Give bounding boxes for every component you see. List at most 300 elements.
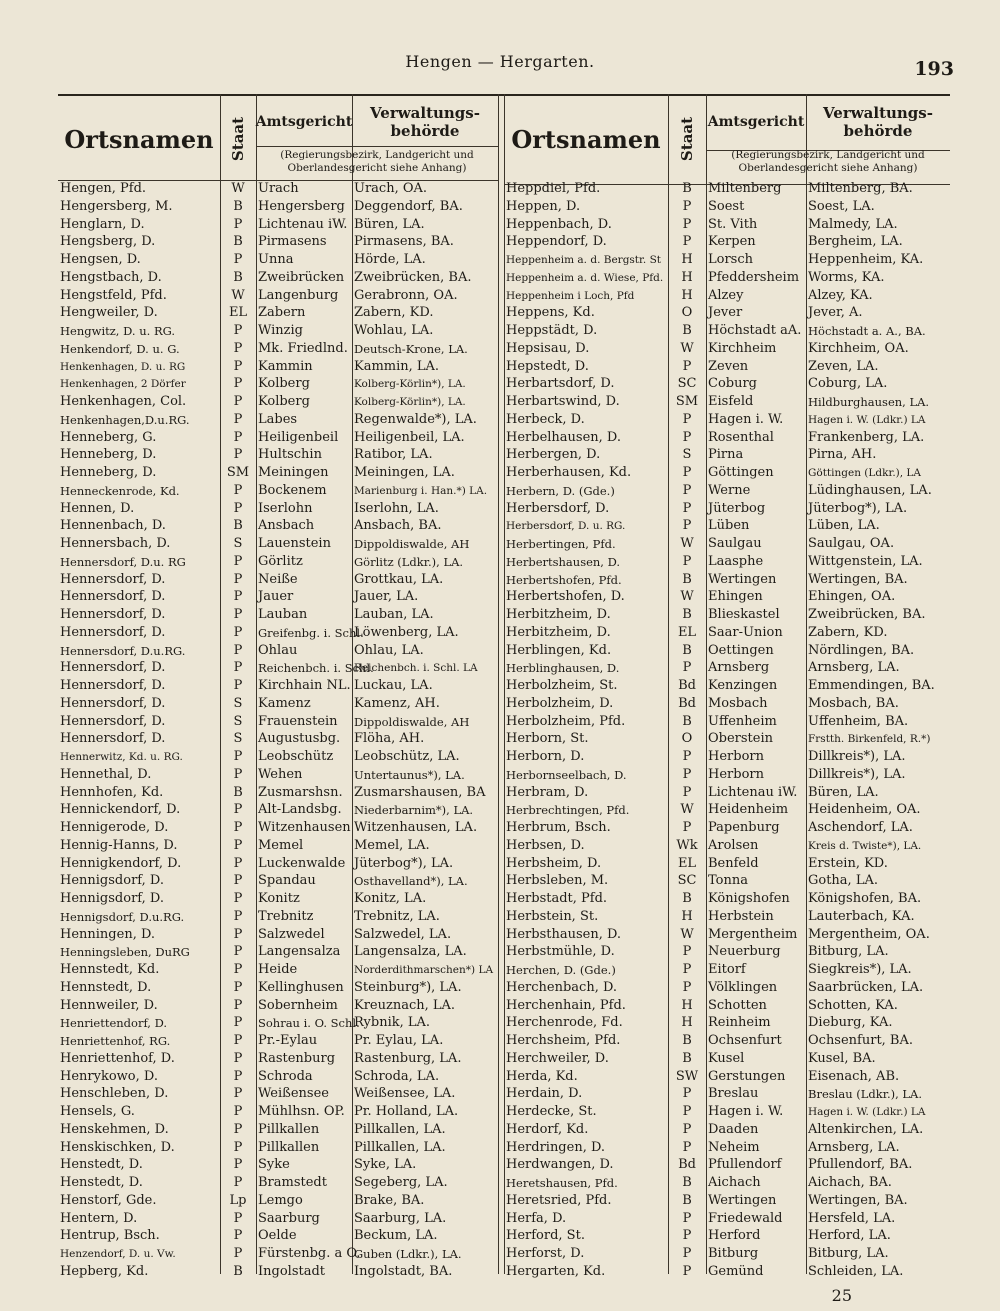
amtsgericht-cell: Zweibrücken <box>258 269 345 285</box>
verwaltungsbehoerde-cell: Regenwalde*), LA. <box>354 411 477 427</box>
ortsname-cell: Heppenbach, D. <box>506 216 612 232</box>
amtsgericht-cell: Kammin <box>258 358 313 374</box>
amtsgericht-cell: Gemünd <box>708 1263 764 1279</box>
amtsgericht-cell: Hagen i. W. <box>708 411 784 427</box>
verwaltungsbehoerde-cell: Hagen i. W. (Ldkr.) LA <box>808 413 926 426</box>
ortsname-cell: Heppen, D. <box>506 198 581 214</box>
verwaltungsbehoerde-cell: Reichenbch. i. Schl. LA <box>354 662 478 675</box>
staat-cell: Bd <box>678 1157 696 1173</box>
verwaltungsbehoerde-cell: Dippoldiswalde, AH <box>354 714 470 729</box>
header-staat-label: Staat <box>229 116 248 162</box>
staat-cell: S <box>233 536 243 551</box>
staat-cell: B <box>682 713 692 729</box>
ortsname-cell: Heppens, Kd. <box>506 305 595 321</box>
staat-cell: P <box>233 660 243 676</box>
verwaltungsbehoerde-cell: Brake, BA. <box>354 1192 425 1208</box>
amtsgericht-cell: Mosbach <box>708 695 768 711</box>
ortsname-cell: Hennig-Hanns, D. <box>60 837 178 853</box>
amtsgericht-cell: Oelde <box>258 1228 297 1244</box>
verwaltungsbehoerde-cell: Frankenberg, LA. <box>808 429 925 445</box>
ortsname-cell: Hennigsdorf, D.u.RG. <box>60 909 185 924</box>
amtsgericht-cell: Zusmarshsn. <box>258 784 343 800</box>
amtsgericht-cell: Göttingen <box>708 465 774 480</box>
ortsname-cell: Herdwangen, D. <box>506 1157 614 1173</box>
ortsname-cell: Hennigkendorf, D. <box>60 855 182 871</box>
staat-cell: B <box>233 269 243 285</box>
staat-cell: P <box>682 234 692 250</box>
amtsgericht-cell: Werne <box>708 482 751 498</box>
ortsname-cell: Henkenhagen, 2 Dörfer <box>60 378 186 391</box>
amtsgericht-cell: Benfeld <box>708 855 759 871</box>
staat-cell: P <box>233 340 243 356</box>
amtsgericht-cell: Labes <box>258 411 298 427</box>
ortsname-cell: Herdain, D. <box>506 1086 583 1102</box>
staat-cell: S <box>682 447 692 463</box>
verwaltungsbehoerde-cell: Deutsch-Krone, LA. <box>354 341 468 356</box>
amtsgericht-cell: Aichach <box>708 1175 761 1190</box>
ortsname-cell: Herdringen, D. <box>506 1139 606 1155</box>
ortsname-cell: Hennersdorf, D. <box>60 571 166 587</box>
ortsname-cell: Herbolzheim, St. <box>506 678 618 693</box>
verwaltungsbehoerde-cell: Segeberg, LA. <box>354 1175 448 1190</box>
staat-cell: EL <box>228 305 248 321</box>
staat-cell: P <box>233 589 243 605</box>
ortsname-cell: Hengweiler, D. <box>60 305 158 321</box>
ortsname-cell: Hennethal, D. <box>60 766 152 782</box>
verwaltungsbehoerde-cell: Pfullendorf, BA. <box>808 1157 913 1173</box>
amtsgericht-cell: Heidenheim <box>708 802 789 818</box>
ortsname-cell: Herchsheim, Pfd. <box>506 1033 621 1048</box>
ortsname-cell: Herchweiler, D. <box>506 1050 609 1066</box>
verwaltungsbehoerde-cell: Ratibor, LA. <box>354 447 433 463</box>
staat-cell: SC <box>677 376 697 392</box>
amtsgericht-cell: Papenburg <box>708 820 780 835</box>
amtsgericht-cell: Pirmasens <box>258 234 327 250</box>
ortsname-cell: Henglarn, D. <box>60 216 145 232</box>
amtsgericht-cell: Kamenz <box>258 695 311 711</box>
staat-cell: P <box>233 624 243 640</box>
ortsname-cell: Herborn, St. <box>506 731 589 747</box>
amtsgericht-cell: Pillkallen <box>258 1139 320 1155</box>
verwaltungsbehoerde-cell: Löwenberg, LA. <box>354 624 459 640</box>
right-column-header <box>504 94 950 184</box>
amtsgericht-cell: Pirna <box>708 447 744 463</box>
amtsgericht-cell: Jever <box>708 305 743 321</box>
header-note-text: (Regierungsbezirk, Landgericht und Oberlandesgericht siehe Anhang) <box>280 149 474 174</box>
staat-cell: P <box>233 500 243 516</box>
verwaltungsbehoerde-cell: Dieburg, KA. <box>808 1015 893 1031</box>
amtsgericht-cell: Greifenbg. i. Schl. <box>258 625 364 640</box>
amtsgericht-cell: Saarburg <box>258 1210 320 1226</box>
verwaltungsbehoerde-cell: Kirchheim, OA. <box>808 340 909 356</box>
verwaltungsbehoerde-cell: Rastenburg, LA. <box>354 1050 462 1066</box>
ortsname-cell: Hengstbach, D. <box>60 269 162 285</box>
ortsname-cell: Herbertshofen, Pfd. <box>506 572 622 587</box>
amtsgericht-cell: Fürstenbg. a O. <box>258 1246 361 1261</box>
verwaltungsbehoerde-cell: Heppenheim, KA. <box>808 252 924 267</box>
verwaltungsbehoerde-cell: Dillkreis*), LA. <box>808 766 906 782</box>
ortsname-cell: Herbsheim, D. <box>506 855 602 871</box>
verwaltungsbehoerde-cell: Dippoldiswalde, AH <box>354 537 470 551</box>
staat-cell: B <box>233 198 243 214</box>
verwaltungsbehoerde-cell: Ingolstadt, BA. <box>354 1263 453 1279</box>
ortsname-cell: Henzendorf, D. u. Vw. <box>60 1248 176 1260</box>
verwaltungsbehoerde-cell: Schotten, KA. <box>808 997 898 1013</box>
amtsgericht-cell: Kirchheim <box>708 340 777 356</box>
ortsname-cell: Herdorf, Kd. <box>506 1121 589 1137</box>
amtsgericht-cell: Luckenwalde <box>258 855 346 871</box>
header-ortsnamen: Ortsnamen <box>64 124 214 154</box>
ortsname-cell: Herbitzheim, D. <box>506 624 611 640</box>
header-amtsgericht-right: Amtsgericht <box>707 114 805 130</box>
verwaltungsbehoerde-cell: Dillkreis*), LA. <box>808 749 906 764</box>
verwaltungsbehoerde-cell: Königshofen, BA. <box>808 891 922 906</box>
ortsname-cell: Heppdiel, Pfd. <box>506 181 601 196</box>
ortsname-cell: Herfa, D. <box>506 1210 567 1226</box>
verwaltungsbehoerde-cell: Gerabronn, OA. <box>354 287 458 303</box>
amtsgericht-cell: Lemgo <box>258 1192 303 1208</box>
ortsname-cell: Hennersdorf, D.u.RG. <box>60 643 186 658</box>
staat-cell: B <box>682 1033 692 1048</box>
staat-cell: P <box>233 1104 243 1119</box>
amtsgericht-cell: Breslau <box>708 1086 759 1102</box>
staat-cell: B <box>682 571 692 587</box>
ortsname-cell: Hennen, D. <box>60 500 135 516</box>
ortsname-cell: Herbartsdorf, D. <box>506 376 615 392</box>
verwaltungsbehoerde-cell: Bitburg, LA. <box>808 1246 889 1261</box>
ortsname-cell: Henkenhagen, Col. <box>60 394 187 409</box>
amtsgericht-cell: Langensalza <box>258 944 341 960</box>
ortsname-cell: Henriettenhof, RG. <box>60 1034 171 1048</box>
staat-cell: P <box>682 216 692 232</box>
running-header: Hengen — Hergarten. <box>405 52 595 71</box>
verwaltungsbehoerde-cell: Luckau, LA. <box>354 678 433 693</box>
ortsname-cell: Henstedt, D. <box>60 1157 143 1173</box>
verwaltungsbehoerde-cell: Aichach, BA. <box>808 1175 892 1190</box>
verwaltungsbehoerde-cell: Hörde, LA. <box>354 252 426 267</box>
ortsname-cell: Hengwitz, D. u. RG. <box>60 324 176 338</box>
staat-cell: P <box>682 1210 692 1226</box>
ortsname-cell: Hennersdorf, D. <box>60 695 166 711</box>
ortsname-cell: Hennersdorf, D. <box>60 589 166 605</box>
staat-cell: P <box>233 962 243 977</box>
ortsname-cell: Herbern, D. (Gde.) <box>506 483 615 498</box>
staat-cell: P <box>233 1228 243 1244</box>
verwaltungsbehoerde-cell: Eisenach, AB. <box>808 1068 900 1084</box>
ortsname-cell: Hennstedt, D. <box>60 979 152 995</box>
verwaltungsbehoerde-cell: Göttingen (Ldkr.), LA <box>808 467 921 479</box>
ortsname-cell: Herda, Kd. <box>506 1068 578 1084</box>
amtsgericht-cell: Meiningen <box>258 465 329 480</box>
staat-cell: Bd <box>678 695 696 711</box>
ortsname-cell: Henningen, D. <box>60 926 156 942</box>
amtsgericht-cell: Memel <box>258 837 304 853</box>
amtsgericht-cell: Pillkallen <box>258 1121 320 1137</box>
amtsgericht-cell: Lauenstein <box>258 536 331 551</box>
staat-cell: EL <box>677 855 697 871</box>
verwaltungsbehoerde-cell: Lüben, LA. <box>808 518 880 534</box>
staat-cell: P <box>682 411 692 427</box>
verwaltungsbehoerde-cell: Zabern, KD. <box>808 624 888 640</box>
staat-cell: P <box>682 784 692 800</box>
verwaltungsbehoerde-cell: Ehingen, OA. <box>808 589 896 605</box>
verwaltungsbehoerde-cell: Jüterbog*), LA. <box>354 855 454 871</box>
staat-cell: B <box>682 891 692 906</box>
verwaltungsbehoerde-cell: Wohlau, LA. <box>354 323 434 338</box>
ortsname-cell: Hensels, G. <box>60 1104 135 1119</box>
verwaltungsbehoerde-cell: Wittgenstein, LA. <box>808 553 923 569</box>
ortsname-cell: Herchen, D. (Gde.) <box>506 963 616 977</box>
verwaltungsbehoerde-cell: Breslau (Ldkr.), LA. <box>808 1087 922 1102</box>
ortsname-cell: Herblinghausen, D. <box>506 661 620 676</box>
staat-cell: P <box>233 908 243 924</box>
verwaltungsbehoerde-cell: Pr. Holland, LA. <box>354 1104 459 1119</box>
amtsgericht-cell: Alzey <box>708 287 744 303</box>
amtsgericht-cell: Sobernheim <box>258 997 338 1013</box>
amtsgericht-cell: Lüben <box>708 518 750 534</box>
staat-cell: P <box>233 891 243 906</box>
amtsgericht-cell: Görlitz <box>258 553 303 569</box>
amtsgericht-cell: Mk. Friedlnd. <box>258 340 348 356</box>
ortsname-cell: Hennersdorf, D. <box>60 660 166 676</box>
rule-center-a <box>498 94 499 1274</box>
staat-cell: B <box>233 1263 243 1279</box>
staat-cell: P <box>233 1246 243 1261</box>
verwaltungsbehoerde-cell: Norderdithmarschen*) LA <box>354 964 494 976</box>
amtsgericht-cell: Trebnitz <box>258 908 314 924</box>
ortsname-cell: Hennickendorf, D. <box>60 802 181 818</box>
verwaltungsbehoerde-cell: Kolberg-Körlin*), LA. <box>354 396 466 408</box>
ortsname-cell: Hergarten, Kd. <box>506 1263 606 1279</box>
ortsname-cell: Herbornseelbach, D. <box>506 767 627 782</box>
verwaltungsbehoerde-cell: Coburg, LA. <box>808 376 888 392</box>
amtsgericht-cell: Herborn <box>708 766 764 782</box>
amtsgericht-cell: Urach <box>258 181 299 196</box>
ortsname-cell: Herbsthausen, D. <box>506 926 622 942</box>
amtsgericht-cell: Hengersberg <box>258 198 345 214</box>
staat-cell: H <box>681 269 693 285</box>
ortsname-cell: Henriettendorf, D. <box>60 1016 168 1031</box>
ortsname-cell: Heretshausen, Pfd. <box>506 1176 618 1190</box>
staat-cell: B <box>682 1192 692 1208</box>
staat-cell: P <box>682 1139 692 1155</box>
verwaltungsbehoerde-cell: Pillkallen, LA. <box>354 1121 446 1137</box>
ortsname-cell: Heretsried, Pfd. <box>506 1192 612 1208</box>
staat-cell: P <box>233 802 243 818</box>
amtsgericht-cell: Reinheim <box>708 1015 771 1031</box>
verwaltungsbehoerde-cell: Urach, OA. <box>354 181 428 196</box>
ortsname-cell: Herbstmühle, D. <box>506 944 615 960</box>
verwaltungsbehoerde-cell: Aschendorf, LA. <box>808 820 913 835</box>
verwaltungsbehoerde-cell: Arnsberg, LA. <box>808 660 900 676</box>
amtsgericht-cell: Heide <box>258 962 298 977</box>
ortsname-cell: Hentern, D. <box>60 1210 138 1226</box>
staat-cell: B <box>682 642 692 658</box>
staat-cell: W <box>680 926 694 942</box>
amtsgericht-cell: Pfullendorf <box>708 1157 782 1173</box>
verwaltungsbehoerde-cell: Leobschütz, LA. <box>354 749 460 764</box>
ortsname-cell: Herblingen, Kd. <box>506 642 612 658</box>
staat-cell: P <box>233 482 243 498</box>
amtsgericht-cell: Bockenem <box>258 482 327 498</box>
header-note <box>256 149 498 175</box>
staat-cell: P <box>233 873 243 889</box>
amtsgericht-cell: Rosenthal <box>708 429 774 445</box>
verwaltungsbehoerde-cell: Erstein, KD. <box>808 855 888 871</box>
ortsname-cell: Herbeck, D. <box>506 411 585 427</box>
ortsname-cell: Hennerwitz, Kd. u. RG. <box>60 751 183 763</box>
verwaltungsbehoerde-cell: Hagen i. W. (Ldkr.) LA <box>808 1106 926 1118</box>
amtsgericht-cell: Leobschütz <box>258 749 334 764</box>
verwaltungsbehoerde-cell: Trebnitz, LA. <box>354 908 440 924</box>
verwaltungsbehoerde-cell: Pr. Eylau, LA. <box>354 1033 444 1048</box>
verwaltungsbehoerde-cell: Emmendingen, BA. <box>808 678 935 693</box>
staat-cell: P <box>682 518 692 534</box>
ortsname-cell: Heppendorf, D. <box>506 234 607 250</box>
verwaltungsbehoerde-cell: Osthavelland*), LA. <box>354 874 468 889</box>
staat-cell: P <box>682 553 692 569</box>
verwaltungsbehoerde-cell: Soest, LA. <box>808 198 875 214</box>
amtsgericht-cell: Iserlohn <box>258 500 313 516</box>
verwaltungsbehoerde-cell: Bitburg, LA. <box>808 944 889 960</box>
amtsgericht-cell: Wehen <box>258 766 303 782</box>
staat-cell: P <box>233 252 243 267</box>
ortsname-cell: Henneberg, D. <box>60 447 157 463</box>
ortsname-cell: Hepstedt, D. <box>506 358 589 374</box>
signature-mark: 25 <box>831 1286 852 1305</box>
ortsname-cell: Herforst, D. <box>506 1246 585 1261</box>
staat-cell: Lp <box>229 1192 247 1208</box>
ortsname-cell: Hengen, Pfd. <box>60 181 147 196</box>
verwaltungsbehoerde-cell: Zweibrücken, BA. <box>354 269 472 285</box>
amtsgericht-cell: Eisfeld <box>708 394 754 409</box>
staat-cell: P <box>233 607 243 622</box>
ortsname-cell: Heppstädt, D. <box>506 323 598 338</box>
amtsgericht-cell: Lichtenau iW. <box>258 216 348 232</box>
ortsname-cell: Hengsen, D. <box>60 252 141 267</box>
staat-cell: SM <box>675 394 699 409</box>
verwaltungsbehoerde-cell: Frstth. Birkenfeld, R.*) <box>808 733 931 746</box>
staat-cell: B <box>682 1050 692 1066</box>
ortsname-cell: Hentrup, Bsch. <box>60 1228 160 1244</box>
amtsgericht-cell: Jüterbog <box>708 500 766 516</box>
amtsgericht-cell: Arnsberg <box>708 660 770 676</box>
staat-cell: H <box>681 908 693 924</box>
amtsgericht-cell: Pr.-Eylau <box>258 1033 318 1048</box>
ortsname-cell: Herbitzheim, D. <box>506 607 611 622</box>
amtsgericht-cell: Miltenberg <box>708 181 782 196</box>
amtsgericht-cell: Bitburg <box>708 1246 759 1261</box>
verwaltungsbehoerde-cell: Kamenz, AH. <box>354 695 440 711</box>
ortsname-cell: Henneckenrode, Kd. <box>60 483 180 498</box>
ortsname-cell: Henneberg, D. <box>60 465 157 480</box>
amtsgericht-cell: Konitz <box>258 891 300 906</box>
staat-cell: H <box>681 997 693 1013</box>
ortsname-cell: Hennersbach, D. <box>60 536 171 551</box>
verwaltungsbehoerde-cell: Zabern, KD. <box>354 305 434 321</box>
staat-cell: W <box>680 536 694 551</box>
staat-cell: P <box>682 660 692 676</box>
verwaltungsbehoerde-cell: Meiningen, LA. <box>354 465 455 480</box>
amtsgericht-cell: Augustusbg. <box>258 731 341 747</box>
ortsname-cell: Hengstfeld, Pfd. <box>60 287 167 303</box>
amtsgericht-cell: Daaden <box>708 1121 759 1137</box>
ortsname-cell: Henrykowo, D. <box>60 1068 158 1084</box>
verwaltungsbehoerde-cell: Flöha, AH. <box>354 731 425 747</box>
header-verwaltung-label: Verwaltungs- behörde <box>370 104 480 140</box>
ortsname-cell: Hennersdorf, D.u. RG <box>60 554 186 569</box>
amtsgericht-cell: Lichtenau iW. <box>708 784 798 800</box>
amtsgericht-cell: Eitorf <box>708 962 746 977</box>
staat-cell: B <box>233 518 243 534</box>
ortsname-cell: Herbelhausen, D. <box>506 429 622 445</box>
amtsgericht-cell: Ansbach <box>258 518 315 534</box>
ortsname-cell: Henkendorf, D. u. G. <box>60 341 180 356</box>
staat-cell: P <box>233 411 243 427</box>
amtsgericht-cell: Langenburg <box>258 287 339 303</box>
staat-cell: S <box>233 695 243 711</box>
staat-cell: P <box>682 962 692 977</box>
staat-cell: P <box>682 1228 692 1244</box>
header-staat-right-label: Staat <box>678 116 697 162</box>
staat-cell: P <box>233 376 243 392</box>
staat-cell: P <box>233 855 243 871</box>
staat-cell: P <box>233 1139 243 1155</box>
amtsgericht-cell: Kolberg <box>258 376 310 392</box>
staat-cell: P <box>682 465 692 480</box>
amtsgericht-cell: Spandau <box>258 873 316 889</box>
verwaltungsbehoerde-cell: Kammin, LA. <box>354 358 440 374</box>
verwaltungsbehoerde-cell: Heidenheim, OA. <box>808 802 921 818</box>
ortsname-cell: Hennersdorf, D. <box>60 731 166 747</box>
staat-cell: P <box>233 1157 243 1173</box>
ortsname-cell: Hennstedt, Kd. <box>60 962 160 977</box>
verwaltungsbehoerde-cell: Wertingen, BA. <box>808 1192 908 1208</box>
ortsname-cell: Henstedt, D. <box>60 1175 143 1190</box>
staat-cell: P <box>682 1121 692 1137</box>
amtsgericht-cell: Winzig <box>258 323 303 338</box>
verwaltungsbehoerde-cell: Ochsenfurt, BA. <box>808 1033 914 1048</box>
verwaltungsbehoerde-cell: Lauterbach, KA. <box>808 908 915 924</box>
amtsgericht-cell: Kerpen <box>708 234 756 250</box>
amtsgericht-cell: Lauban <box>258 607 308 622</box>
staat-cell: B <box>682 181 692 196</box>
staat-cell: P <box>682 766 692 782</box>
verwaltungsbehoerde-cell: Schleiden, LA. <box>808 1263 904 1279</box>
verwaltungsbehoerde-cell: Ohlau, LA. <box>354 642 424 658</box>
ortsname-cell: Herbrechtingen, Pfd. <box>506 803 630 818</box>
amtsgericht-cell: Ingolstadt <box>258 1263 326 1279</box>
staat-cell: P <box>233 1033 243 1048</box>
staat-cell: P <box>233 820 243 835</box>
ortsname-cell: Herbersdorf, D. <box>506 500 610 516</box>
ortsname-cell: Henriettenhof, D. <box>60 1050 175 1066</box>
staat-cell: P <box>233 447 243 463</box>
amtsgericht-cell: Tonna <box>708 873 748 889</box>
amtsgericht-cell: Zeven <box>708 358 749 374</box>
ortsname-cell: Herbsleben, M. <box>506 873 609 889</box>
staat-cell: Wk <box>676 837 698 853</box>
amtsgericht-cell: Soest <box>708 198 745 214</box>
staat-cell: H <box>681 287 693 303</box>
ortsname-cell: Herbertshofen, D. <box>506 589 625 605</box>
amtsgericht-cell: Schroda <box>258 1068 313 1084</box>
amtsgericht-cell: Königshofen <box>708 891 790 906</box>
ortsname-cell: Henneberg, G. <box>60 429 157 445</box>
verwaltungsbehoerde-cell: Grottkau, LA. <box>354 571 444 587</box>
amtsgericht-cell: Ochsenfurt <box>708 1033 782 1048</box>
ortsname-cell: Henkenhagen,D.u.RG. <box>60 412 190 427</box>
